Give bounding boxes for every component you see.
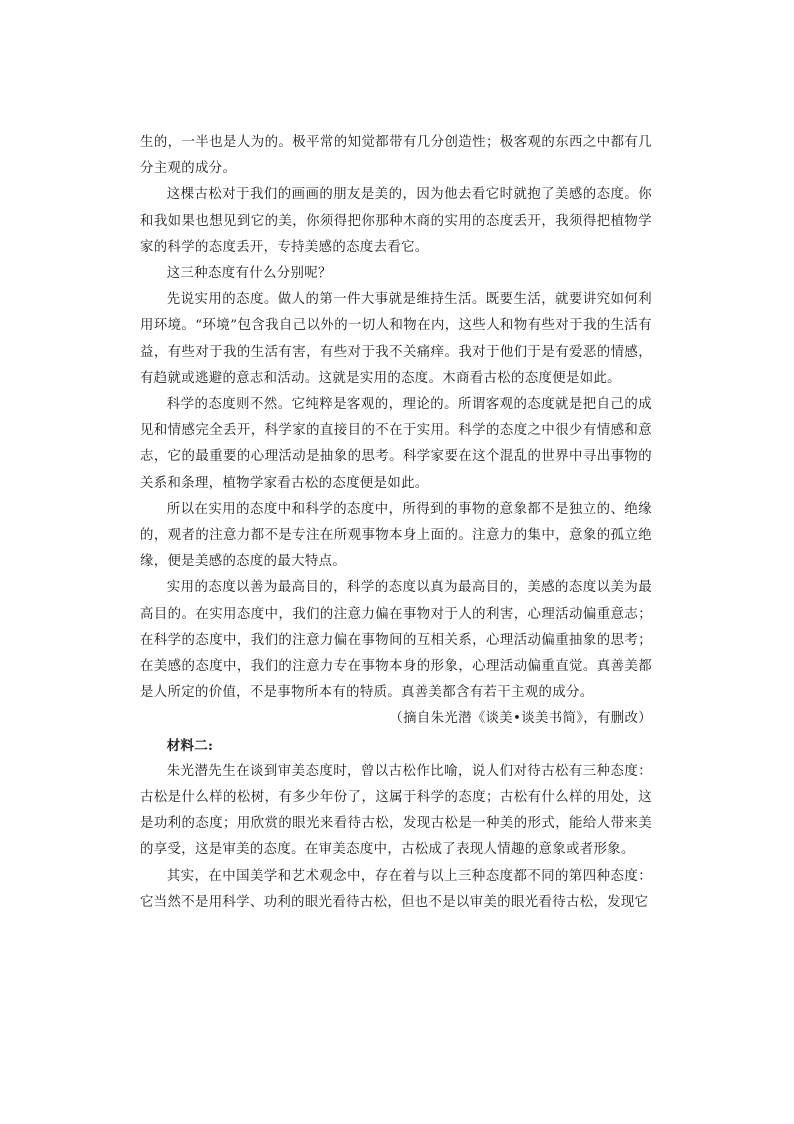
paragraph-pine-attitudes: 这棵古松对于我们的画画的朋友是美的，因为他去看它时就抱了美感的态度。你和我如果也想见到它的美，你须得把你那种木商的实用的态度丢开，我须得把植物学家的科学的态度丢开，专持美感的态度去看它。 xyxy=(140,187,652,255)
paragraph-truth-goodness-beauty: 实用的态度以善为最高目的，科学的态度以真为最高目的，美感的态度以美为最高目的。在实用态度中，我们的注意力偏在事物对于人的利害，心理活动偏重意志；在科学的态度中，我们的注意力偏在事物间的互相关系，心理活动偏重抽象的思考；在美感的态度中，我们的注意力专在事物本身的形象，心理活动偏重直觉。真善美都是人所定的价值，不是事物所本有的特质。真善美都含有若干主观的成分。 xyxy=(140,580,652,701)
section-label-material-two: 材料二: xyxy=(166,737,214,754)
paragraph-scientific-attitude: 科学的态度则不然。它纯粹是客观的，理论的。所谓客观的态度就是把自己的成见和情感完全丢开，科学家的直接目的不在于实用。科学的态度之中很少有情感和意志，它的最重要的心理活动是抽象的思考。科学家要在这个混乱的世界中寻出事物的关系和条理，植物学家看古松的态度便是如此。 xyxy=(140,397,652,491)
paragraph-practical-attitude: 先说实用的态度。做人的第一件大事就是维持生活。既要生活，就要讲究如何利用环境。“环境”包含我自己以外的一切人和物在内，这些人和物有些对于我的生活有益，有些对于我的生活有害，有些对于我不关痛痒。我对于他们于是有爱恶的情感，有趋就或逃避的意志和活动。这就是实用的态度。木商看古松的态度便是如此。 xyxy=(140,292,652,386)
source-citation: （摘自朱光潜《谈美•谈美书简》，有删改） xyxy=(389,711,652,727)
paragraph-fourth-attitude: 其实，在中国美学和艺术观念中，存在着与以上三种态度都不同的第四种态度：它当然不是用科学、功利的眼光看待古松，但也不是以审美的眼光看待古松，发现它 xyxy=(140,868,652,910)
document-page xyxy=(140,130,652,916)
paragraph-attention-isolation: 所以在实用的态度中和科学的态度中，所得到的事物的意象都不是独立的、绝缘的，观者的注意力都不是专注在所观事物本身上面的。注意力的集中，意象的孤立绝缘，便是美感的态度的最大特点。 xyxy=(140,501,652,570)
paragraph-zhu-guangqian-pine: 朱光潜先生在谈到审美态度时，曾以古松作比喻，说人们对待古松有三种态度：古松是什么样的松树，有多少年份了，这属于科学的态度；古松有什么样的用处，这是功利的态度；用欣赏的眼光来看待古松，发现古松是一种美的形式，能给人带来美的享受，这是审美的态度。在审美态度中，古松成了表现人情趣的意象或者形象。 xyxy=(140,763,652,858)
paragraph-question: 这三种态度有什么分别呢？ xyxy=(166,266,332,282)
paragraph-perception-intro: 生的，一半也是人为的。极平常的知觉都带有几分创造性；极客观的东西之中都有几分主观的成分。 xyxy=(140,135,652,177)
